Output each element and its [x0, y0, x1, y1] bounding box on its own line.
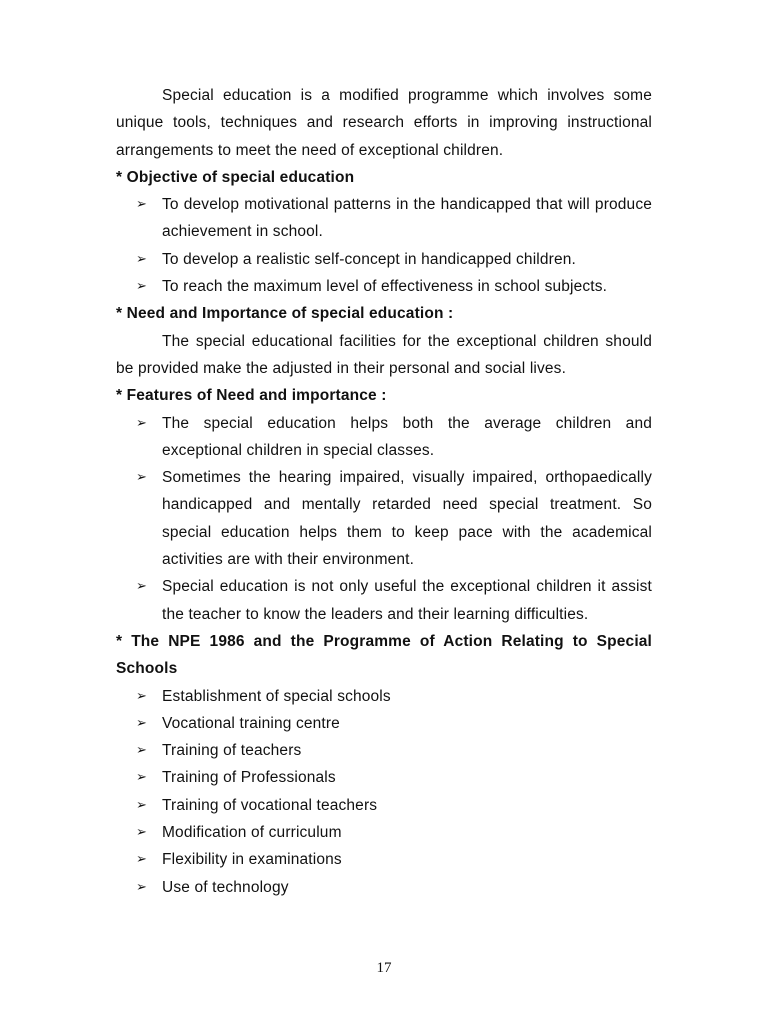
- need-importance-paragraph: The special educational facilities for the exceptional children should be provided make the adjusted in their personal and social lives.: [116, 332, 652, 377]
- heading-need-importance: * Need and Importance of special education :: [116, 305, 454, 323]
- list-item: [116, 764, 652, 791]
- list-item-text: To develop motivational patterns in the handicapped that will produce achievement in school.: [162, 196, 652, 241]
- list-item: [116, 710, 652, 737]
- list-item-text: Use of technology: [162, 878, 289, 896]
- list-item: [116, 191, 652, 246]
- arrow-bullet-icon: ➢: [136, 715, 148, 731]
- arrow-bullet-icon: ➢: [136, 251, 148, 267]
- list-item-text: Vocational training centre: [162, 714, 340, 732]
- list-item: [116, 846, 652, 873]
- list-item: [116, 464, 652, 573]
- list-item-text: Sometimes the hearing impaired, visually impaired, orthopaedically handicapped and mentally retarded need special treatment. So special education helps them to keep pace with the academical activities are with their environment.: [162, 469, 652, 569]
- document-page: [116, 82, 652, 901]
- list-item: [116, 792, 652, 819]
- npe-list: [116, 683, 652, 901]
- list-item: [116, 737, 652, 764]
- heading-objective: * Objective of special education: [116, 168, 355, 186]
- intro-paragraph: Special education is a modified programme which involves some unique tools, techniques and research efforts in improving instructional arrangements to meet the need of exceptional children.: [116, 87, 652, 159]
- list-item-text: Flexibility in examinations: [162, 851, 342, 869]
- arrow-bullet-icon: ➢: [136, 579, 148, 595]
- features-list: [116, 410, 652, 628]
- list-item: [116, 573, 652, 628]
- list-item-text: Training of Professionals: [162, 769, 336, 787]
- list-item: [116, 683, 652, 710]
- arrow-bullet-icon: ➢: [136, 879, 148, 895]
- arrow-bullet-icon: ➢: [136, 688, 148, 704]
- objective-list: [116, 191, 652, 300]
- list-item-text: Modification of curriculum: [162, 824, 342, 842]
- page-number: 17: [376, 960, 392, 976]
- arrow-bullet-icon: ➢: [136, 825, 148, 841]
- arrow-bullet-icon: ➢: [136, 852, 148, 868]
- list-item: [116, 410, 652, 465]
- list-item: [116, 246, 652, 273]
- list-item-text: Special education is not only useful the exceptional children it assist the teacher to know the leaders and their learning difficulties.: [162, 578, 652, 623]
- arrow-bullet-icon: ➢: [136, 470, 148, 486]
- heading-features: * Features of Need and importance :: [116, 387, 387, 405]
- list-item-text: To reach the maximum level of effectiveness in school subjects.: [162, 278, 608, 296]
- list-item: [116, 819, 652, 846]
- arrow-bullet-icon: ➢: [136, 770, 148, 786]
- list-item: [116, 273, 652, 300]
- list-item-text: Establishment of special schools: [162, 687, 391, 705]
- list-item-text: To develop a realistic self-concept in handicapped children.: [162, 250, 576, 268]
- list-item-text: Training of vocational teachers: [162, 796, 378, 814]
- arrow-bullet-icon: ➢: [136, 743, 148, 759]
- arrow-bullet-icon: ➢: [136, 415, 148, 431]
- arrow-bullet-icon: ➢: [136, 197, 148, 213]
- list-item-text: Training of teachers: [162, 742, 302, 760]
- arrow-bullet-icon: ➢: [136, 797, 148, 813]
- list-item: [116, 874, 652, 901]
- list-item-text: The special education helps both the average children and exceptional children in special classes.: [162, 414, 652, 459]
- arrow-bullet-icon: ➢: [136, 279, 148, 295]
- heading-npe-1986: * The NPE 1986 and the Programme of Action Relating to Special Schools: [116, 632, 652, 678]
